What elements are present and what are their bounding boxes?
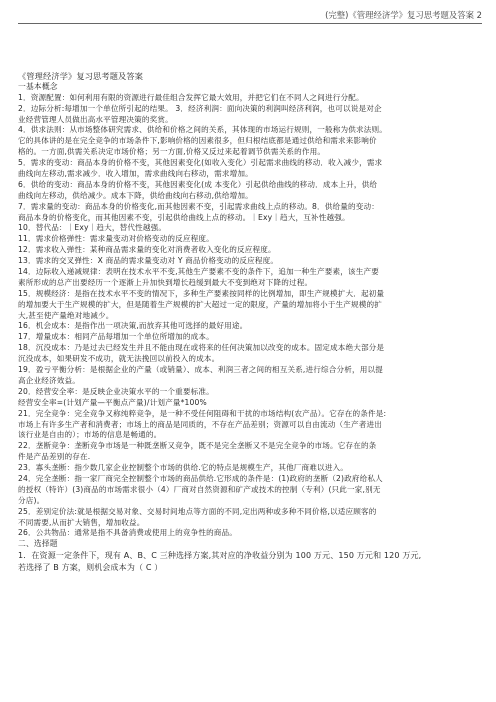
text-line: 10．替代品：｜Exy｜趋大，替代性越强。 [18, 223, 167, 233]
text-line: 商品本身的价格变化，而其他因素不变，引起供给曲线上点的移动。｜Exy｜趋大，互补性越强。 [18, 212, 350, 222]
text-line: 的授权（特许）(3)商品的市场需求很小（4）厂商对自然资源和矿产或技术的控制（专利）(只此一家,别无 [18, 484, 381, 494]
text-line: 26．公共物品：通常是指不具备消费或使用上的竞争性的商品。 [18, 528, 238, 538]
text-line: 经营安全率=(计划产量—平衡点产量)/计划产量*100% [18, 397, 207, 407]
page-header: (完整)《管理经济学》复习思考题及答案 2 [325, 10, 482, 20]
text-line: 21．完全竞争：完全竞争又称纯粹竞争，是一种不受任何阻碍和干扰的市场结构(农产品）。它存在的条件是: [18, 408, 387, 418]
text-line: 若选择了 B 方案，则机会成本为（ C ） [18, 562, 163, 572]
text-line: 5．需求的变动：商品本身的价格不变，其他因素变化(如收入变化）引起需求曲线的移动．收入减少，需求 [18, 158, 383, 168]
text-line: 二、选择题 [18, 539, 58, 549]
text-line: 沉没成本，如果研发不成功，就无法挽回以前投入的成本。 [18, 354, 220, 364]
text-line: 件是产品差别的存在. [18, 452, 91, 462]
text-line: 2．边际分析:每增加一个单位所引起的结果。 3．经济利润：面向决策的利润叫经济利润，也可以说是对企 [18, 103, 382, 113]
text-line: 19．盈亏平衡分析：是根据企业的产量（或销量）、成本、利润三者之间的相互关系,进行综合分析，用以提 [18, 365, 383, 375]
text-line: 25．差别定价法:就是根据交易对象、交易时间地点等方面的不同,定出两种或多种不同价格,以适应顾客的 [18, 506, 377, 516]
text-line: 7．需求量的变动：商品本身的价格变化,而其他因素不变，引起需求曲线上点的移动。8．供给量的变动： [18, 201, 379, 211]
text-line: 11．需求价格弹性：需求量变动对价格变动的反应程度。 [18, 234, 214, 244]
text-line: 大,甚至使产量绝对地减少。 [18, 310, 114, 320]
text-line: 曲线向左移动，供给减少。成本下降，供给曲线向右移动,供给增加。 [18, 190, 253, 200]
text-line: 1．资源配置：如何利用有限的资源进行最佳组合发挥它最大效用，并把它们在不同人之间进行分配。 [18, 92, 364, 102]
text-line: 它的具体讲的是在完全竞争的市场条件下,影响价格的因素很多，但归根结底都是通过供给和需求来影响价 [18, 136, 377, 146]
text-line: 格的。一方面,供需关系决定市场价格；另一方面,价格又反过来起着调节供需关系的作用。 [18, 147, 326, 157]
text-line: 市场上有许多生产者和消费者；市场上的商品是同质的，不存在产品差别；资源可以自由流动（生产者进出 [18, 419, 382, 429]
text-line: 13．需求的交叉弹性：X 商品的需求量变动对 Y 商品价格变动的反应程度。 [18, 256, 279, 266]
text-line: 20．经营安全率：是反映企业决策水平的一个重要标准。 [18, 386, 214, 396]
text-line: 14．边际收入递减规律：表明在技术水平不变,其他生产要素不变的条件下，追加一种生产要素，该生产要 [18, 267, 379, 277]
text-line: 4．供求法则：从市场整体研究需求、供给和价格之间的关系，其体现的市场运行规则，一般称为供求法则。 [18, 125, 387, 135]
text-line: 24．完全垄断：指一家厂商完全控制整个市场的商品供给.它形成的条件是：(1)政府的垄断（2)政府给私人 [18, 473, 383, 483]
text-line: 业经营管理人员做出高水平管理决策的奖赏。 [18, 114, 173, 124]
text-line: 该行业是自由的）；市场的信息是畅通的。 [18, 430, 162, 440]
text-line: 的增加要大于生产规模的扩大，但是随着生产规模的扩大超过一定的限度，产量的增加将小于生产规模的扩 [18, 299, 382, 309]
text-line: 1．在资源一定条件下，现有 A、B、C 三种选择方案,其对应的净收益分别为 100 万元、150 万元和 120 万元, [18, 551, 422, 561]
text-line: 22．垄断竞争：垄断竞争市场是一种既垄断又竞争，既不是完全垄断又不是完全竞争的市场。它存在的条 [18, 441, 377, 451]
text-line: 高企业经济效益。 [18, 375, 80, 385]
text-line: 6．供给的变动：商品本身的价格不变，其他因素变化(成 本变化）引起供给曲线的移动．成本上升，供给 [18, 179, 378, 189]
text-line: 曲线向左移动,需求减少．收入增加，需求曲线向右移动，需求增加。 [18, 169, 253, 179]
text-line: 18．沉没成本：乃是过去已经发生并且不能由现在或将来的任何决策加以改变的成本。固定成本绝大部分是 [18, 343, 385, 353]
header-divider [18, 23, 482, 24]
text-line: 素所形成的总产出要经历一个逐渐上升加快到增长趋缓到最大不变到绝对下降的过程。 [18, 277, 313, 287]
document-body [18, 71, 478, 573]
text-line: 23．寡头垄断：指少数几家企业控制整个市场的供给.它的特点是规模生产，其他厂商难以进入。 [18, 463, 349, 473]
text-line: 17．增量成本：相同产品每增加一个单位所增加的成本。 [18, 332, 214, 342]
text-line: 不同需要,从而扩大销售，增加收益。 [18, 517, 145, 527]
text-line: 一基本概念 [18, 81, 58, 91]
text-line: 分店)。 [18, 495, 45, 505]
text-line: 12．需求收入弹性：某种商品需求量的变化对消费者收入变化的反应程度。 [18, 245, 276, 255]
text-line: 16．机会成本：是指作出一项决策,而放弃其他可选择的最好用途。 [18, 321, 248, 331]
text-line: 15．规模经济：是指在技术水平不变的情况下，多种生产要素按同样的比例增加，即生产规模扩大．起初量 [18, 288, 385, 298]
document-title: 《管理经济学》复习思考题及答案 [18, 71, 144, 81]
